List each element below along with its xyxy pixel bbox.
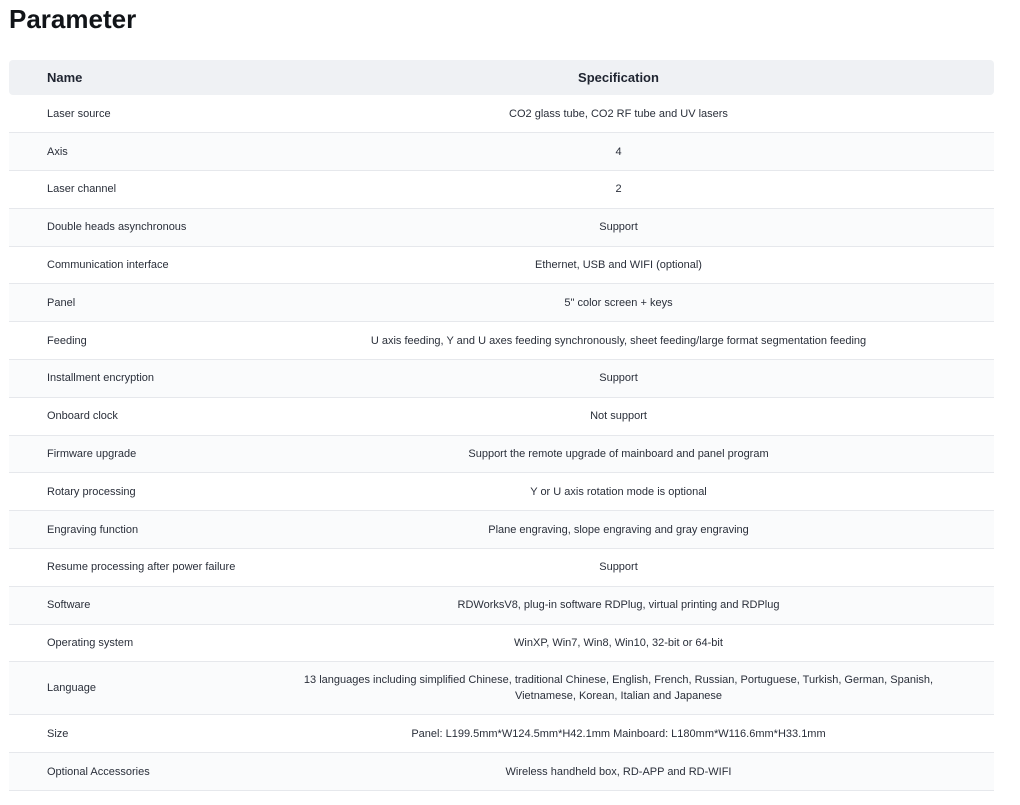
table-row xyxy=(9,753,994,791)
row-name: Axis xyxy=(9,133,243,171)
table-row xyxy=(9,473,994,511)
row-name: Panel xyxy=(9,284,243,322)
row-name: Language xyxy=(9,662,243,715)
row-spec: Support the remote upgrade of mainboard and panel program xyxy=(243,435,994,473)
row-spec: Panel: L199.5mm*W124.5mm*H42.1mm Mainboard: L180mm*W116.6mm*H33.1mm xyxy=(243,715,994,753)
row-name: Software xyxy=(9,586,243,624)
row-name: Laser channel xyxy=(9,171,243,209)
table-row xyxy=(9,397,994,435)
row-name: Installment encryption xyxy=(9,360,243,398)
table-header xyxy=(9,60,994,95)
spec-table xyxy=(9,60,994,791)
row-name: Resume processing after power failure xyxy=(9,549,243,587)
row-spec: Y or U axis rotation mode is optional xyxy=(243,473,994,511)
table-row xyxy=(9,511,994,549)
column-header-specification: Specification xyxy=(578,70,659,85)
row-spec: WinXP, Win7, Win8, Win10, 32-bit or 64-bit xyxy=(243,624,994,662)
table-row xyxy=(9,322,994,360)
page-title: Parameter xyxy=(9,4,137,34)
row-spec: CO2 glass tube, CO2 RF tube and UV lasers xyxy=(243,95,994,133)
row-spec: RDWorksV8, plug-in software RDPlug, virtual printing and RDPlug xyxy=(243,586,994,624)
row-name: Size xyxy=(9,715,243,753)
table-row xyxy=(9,662,994,715)
table-row xyxy=(9,549,994,587)
row-name: Communication interface xyxy=(9,246,243,284)
row-spec: Ethernet, USB and WIFI (optional) xyxy=(243,246,994,284)
table-row xyxy=(9,171,994,209)
row-spec: Support xyxy=(243,360,994,398)
table-row xyxy=(9,284,994,322)
header-row xyxy=(9,60,994,95)
row-spec: 4 xyxy=(243,133,994,171)
row-spec: Support xyxy=(243,208,994,246)
row-spec: 2 xyxy=(243,171,994,209)
row-name: Onboard clock xyxy=(9,397,243,435)
row-spec: Support xyxy=(243,549,994,587)
row-name: Rotary processing xyxy=(9,473,243,511)
row-name: Optional Accessories xyxy=(9,753,243,791)
table-row xyxy=(9,360,994,398)
row-name: Engraving function xyxy=(9,511,243,549)
row-spec: 13 languages including simplified Chinese, traditional Chinese, English, French, Russian, Portuguese, Turkish, German, Spanish, Vietnamese, Korean, Italian and Japanese xyxy=(243,662,994,715)
table-row xyxy=(9,624,994,662)
table-row xyxy=(9,95,994,133)
row-spec: Wireless handheld box, RD-APP and RD-WIFI xyxy=(243,753,994,791)
table-row xyxy=(9,715,994,753)
row-name: Double heads asynchronous xyxy=(9,208,243,246)
table-row xyxy=(9,208,994,246)
table-row xyxy=(9,586,994,624)
table-body xyxy=(9,95,994,791)
row-spec: Plane engraving, slope engraving and gray engraving xyxy=(243,511,994,549)
row-name: Firmware upgrade xyxy=(9,435,243,473)
row-name: Operating system xyxy=(9,624,243,662)
table-row xyxy=(9,133,994,171)
row-spec: U axis feeding, Y and U axes feeding synchronously, sheet feeding/large format segmentation feeding xyxy=(243,322,994,360)
row-name: Laser source xyxy=(9,95,243,133)
column-header-name: Name xyxy=(47,70,83,85)
row-name: Feeding xyxy=(9,322,243,360)
row-spec: Not support xyxy=(243,397,994,435)
table-row xyxy=(9,435,994,473)
row-spec: 5" color screen + keys xyxy=(243,284,994,322)
table-row xyxy=(9,246,994,284)
